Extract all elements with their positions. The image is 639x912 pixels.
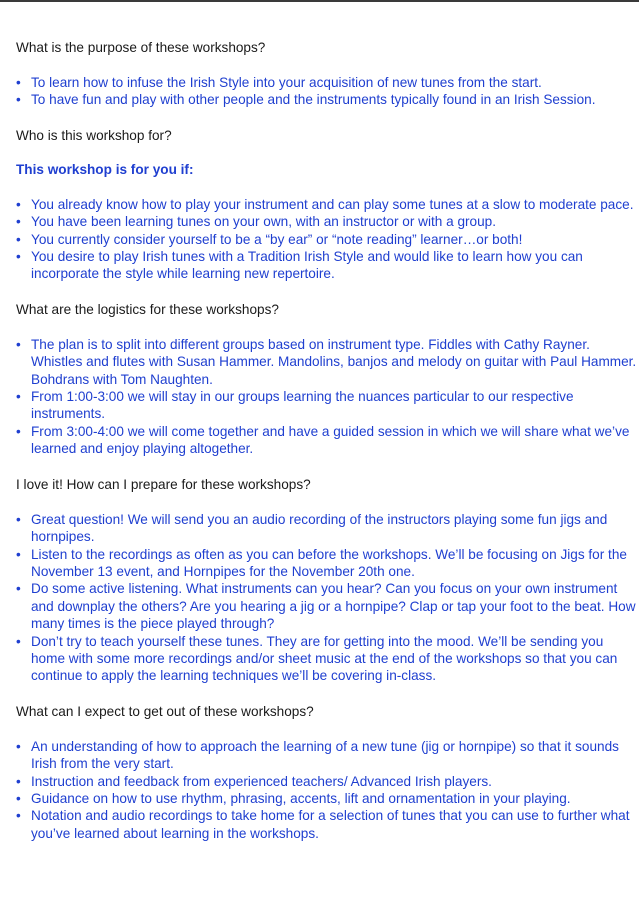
section-question: Who is this workshop for? <box>16 127 172 143</box>
document-body <box>16 39 638 842</box>
list-item: • Notation and audio recordings to take home for a selection of tunes that you can use to further what you’ve learned about learning in the workshops. <box>16 807 638 842</box>
section-question: What are the logistics for these workshops? <box>16 301 279 317</box>
list-item: • Listen to the recordings as often as you can before the workshops. We’ll be focusing on Jigs for the November 13 event, and Hornpipes for the November 20th one. <box>16 546 638 581</box>
list-item: • To have fun and play with other people and the instruments typically found in an Irish Session. <box>16 91 638 108</box>
list-item: • You desire to play Irish tunes with a Tradition Irish Style and would like to learn how you can incorporate the style while learning new repertoire. <box>16 248 638 283</box>
bullet-list <box>16 196 638 283</box>
list-item: • You currently consider yourself to be a “by ear” or “note reading” learner…or both! <box>16 231 638 248</box>
list-item: • Do some active listening. What instruments can you hear? Can you focus on your own instrument and downplay the others? Are you hearing a jig or a hornpipe? Clap or tap your foot to the beat. How many times is the piece played through? <box>16 580 638 632</box>
section-subheading: This workshop is for you if: <box>16 161 194 177</box>
top-divider <box>0 0 639 2</box>
list-item: • An understanding of how to approach the learning of a new tune (jig or hornpipe) so that it sounds Irish from the very start. <box>16 738 638 773</box>
list-item: • Guidance on how to use rhythm, phrasing, accents, lift and ornamentation in your playing. <box>16 790 638 807</box>
list-item: • Don’t try to teach yourself these tunes. They are for getting into the mood. We’ll be sending you home with some more recordings and/or sheet music at the end of the workshops so that you can continue to apply the learning techniques we’ll be covering in-class. <box>16 633 638 685</box>
bullet-list <box>16 74 638 109</box>
list-item: • From 3:00-4:00 we will come together and have a guided session in which we will share what we’ve learned and enjoy playing altogether. <box>16 423 638 458</box>
list-item: • To learn how to infuse the Irish Style into your acquisition of new tunes from the start. <box>16 74 638 91</box>
section-question: I love it! How can I prepare for these workshops? <box>16 476 311 492</box>
list-item: • From 1:00-3:00 we will stay in our groups learning the nuances particular to our respective instruments. <box>16 388 638 423</box>
list-item: • You have been learning tunes on your own, with an instructor or with a group. <box>16 213 638 230</box>
list-item: • The plan is to split into different groups based on instrument type. Fiddles with Cathy Rayner. Whistles and flutes with Susan Hammer. Mandolins, banjos and melody on guitar with Paul Hammer. Bohdrans with Tom Naughten. <box>16 336 638 388</box>
bullet-list <box>16 336 638 458</box>
section-question: What is the purpose of these workshops? <box>16 40 266 55</box>
bullet-list <box>16 511 638 685</box>
list-item: • Instruction and feedback from experienced teachers/ Advanced Irish players. <box>16 773 638 790</box>
section-question: What can I expect to get out of these workshops? <box>16 703 314 719</box>
list-item: • Great question! We will send you an audio recording of the instructors playing some fun jigs and hornpipes. <box>16 511 638 546</box>
list-item: • You already know how to play your instrument and can play some tunes at a slow to moderate pace. <box>16 196 638 213</box>
bullet-list <box>16 738 638 842</box>
